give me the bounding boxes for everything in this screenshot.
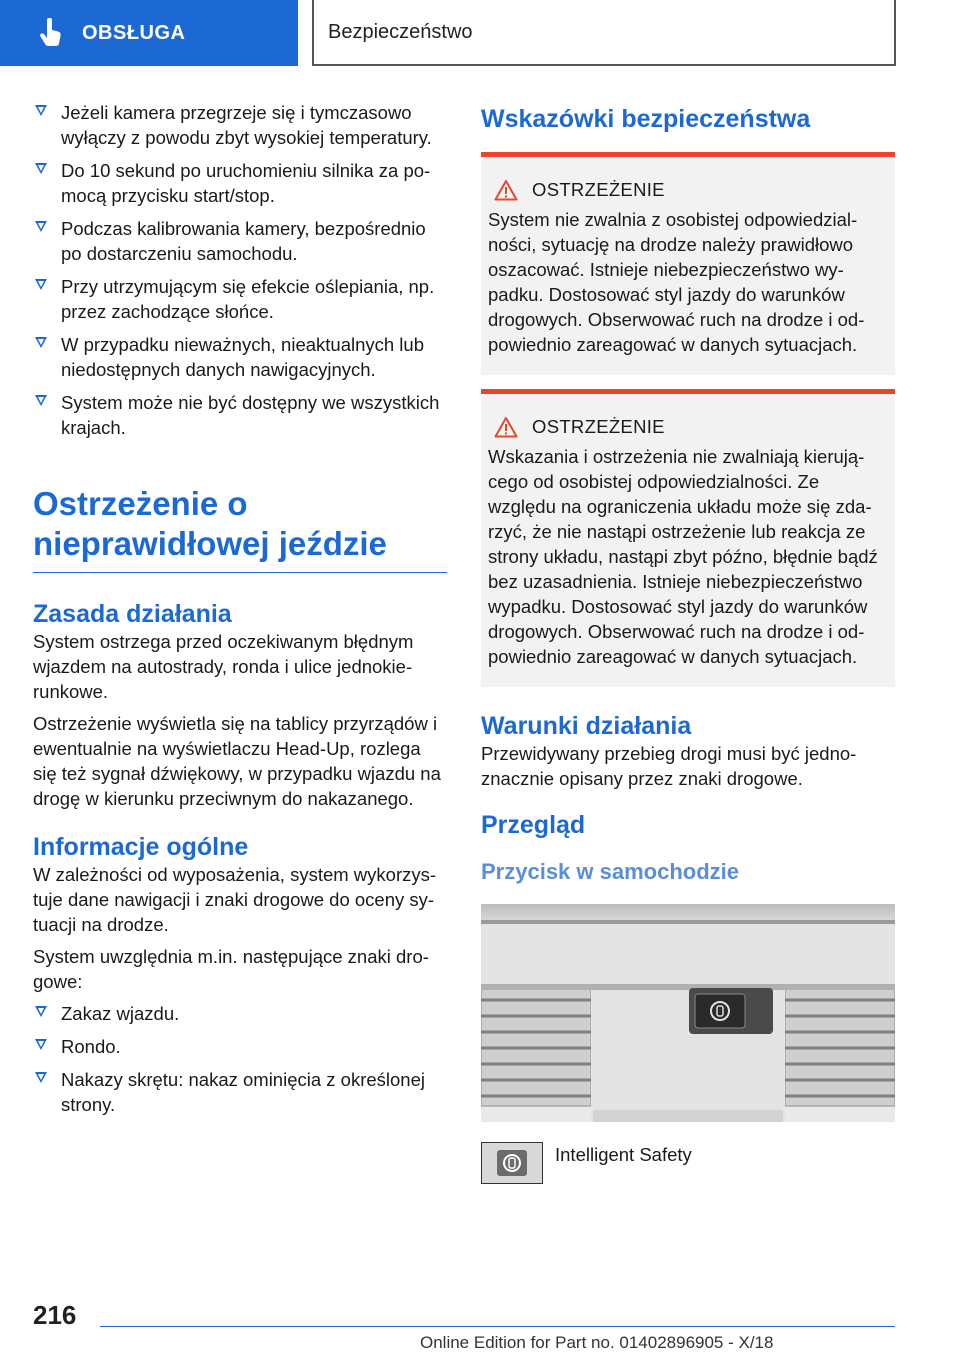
warning-text: Wskazania i ostrzeżenia nie zwalniają kierującego od osobistej odpowiedzialności. Ze względu na ograniczenia układu może się zdarzyć, że nie nastąpi ostrzeżenie lub reakcja ze strony układu, nastąpi zbyt późno, błędnie bądź bez uzasadnienia. Istnieje niebezpieczeństwo wypadku. Dostosować styl jazdy do warunków drogowych. Obserwować ruch na drodze i odpowiednio zareagować w danych sytuacjach. xyxy=(488,446,878,667)
footer-divider xyxy=(100,1326,895,1327)
paragraph: W zależności od wyposażenia, system wykorzystuje dane nawigacji i znaki drogowe do oceny sytuacji na drodze. xyxy=(33,864,437,935)
list-item: Nakazy skrętu: nakaz ominięcia z określonej strony. xyxy=(33,1067,447,1117)
list-item: Przy utrzymującym się efekcie oślepiania, np. przez zachodzące słońce. xyxy=(33,274,447,324)
bullet-list-limits xyxy=(33,100,447,440)
triangle-bullet-icon xyxy=(35,105,47,116)
list-item: Podczas kalibrowania kamery, bezpośrednio po dostarczeniu samochodu. xyxy=(33,216,447,266)
breadcrumb xyxy=(312,0,896,66)
icon-caption: Intelligent Safety xyxy=(555,1144,692,1165)
triangle-bullet-icon xyxy=(35,163,47,174)
warning-box xyxy=(481,152,895,375)
list-item: System może nie być dostępny we wszystkich krajach. xyxy=(33,390,447,440)
triangle-bullet-icon xyxy=(35,395,47,406)
bullet-list-signs xyxy=(33,1001,447,1117)
paragraph: Ostrzeżenie wyświetla się na tablicy przyrządów i ewentualnie na wyświetlaczu Head-Up, rozlega się też sygnał dźwiękowy, w przypadku wjazdu na drogę w kierunku przeciwnym do nakazanego. xyxy=(33,713,441,809)
button-legend xyxy=(481,1142,895,1184)
paragraph: System ostrzega przed oczekiwanym błędnym wjazdem na autostrady, ronda i ulice jednokierunkowe. xyxy=(33,631,414,702)
heading-zasada: Zasada działania xyxy=(33,600,232,628)
triangle-bullet-icon xyxy=(35,221,47,232)
edition-text: Online Edition for Part no. 01402896905 - X/18 xyxy=(420,1333,774,1352)
chapter-title: Ostrzeżenie o nieprawidłowej jeździe xyxy=(33,485,387,562)
warning-triangle-icon xyxy=(494,179,518,201)
warning-box xyxy=(481,389,895,687)
dashboard-illustration xyxy=(481,904,895,1122)
hand-pointer-icon xyxy=(38,18,64,48)
warning-text: System nie zwalnia z osobistej odpowiedzialności, sytuację na drodze należy prawidłowo oszacować. Istnieje niebezpieczeństwo wypadku. Dostosować styl jazdy do warunków drogowych. Obserwować ruch na drodze i odpowiednio zareagować w danych sytuacjach. xyxy=(488,209,865,355)
warning-label: OSTRZEŻENIE xyxy=(532,416,665,437)
heading-wskazowki: Wskazówki bezpieczeństwa xyxy=(481,105,811,133)
triangle-bullet-icon xyxy=(35,1072,47,1083)
heading-przeglad: Przegląd xyxy=(481,811,586,839)
right-column xyxy=(481,100,895,1184)
warning-label: OSTRZEŻENIE xyxy=(532,179,665,200)
paragraph: System uwzględnia m.in. następujące znaki drogowe: xyxy=(33,946,429,992)
left-column xyxy=(33,100,447,1125)
warning-header xyxy=(488,179,887,201)
section-tab[interactable] xyxy=(0,0,298,66)
warning-header xyxy=(488,416,887,438)
list-item: Zakaz wjazdu. xyxy=(33,1001,447,1026)
triangle-bullet-icon xyxy=(35,1039,47,1050)
heading-informacje: Informacje ogólne xyxy=(33,833,249,861)
section-title: Bezpieczeństwo xyxy=(328,20,473,43)
page-number: 216 xyxy=(33,1300,77,1330)
list-item: Rondo. xyxy=(33,1034,447,1059)
list-item: Jeżeli kamera przegrzeje się i tymczasowo wyłączy z powodu zbyt wysokiej temperatury. xyxy=(33,100,447,150)
dashboard-photo xyxy=(481,904,895,1122)
heading-przycisk: Przycisk w samochodzie xyxy=(481,859,739,884)
heading-warunki: Warunki działania xyxy=(481,712,692,740)
intelligent-safety-icon xyxy=(495,1148,529,1178)
warning-triangle-icon xyxy=(494,416,518,438)
triangle-bullet-icon xyxy=(35,279,47,290)
intelligent-safety-button-icon xyxy=(481,1142,543,1184)
triangle-bullet-icon xyxy=(35,1006,47,1017)
list-item: W przypadku nieważnych, nieaktualnych lub niedostępnych danych nawigacyjnych. xyxy=(33,332,447,382)
triangle-bullet-icon xyxy=(35,337,47,348)
paragraph: Przewidywany przebieg drogi musi być jednoznacznie opisany przez znaki drogowe. xyxy=(481,743,857,789)
list-item: Do 10 sekund po uruchomieniu silnika za pomocą przycisku start/stop. xyxy=(33,158,447,208)
section-tab-label: OBSŁUGA xyxy=(82,21,186,44)
